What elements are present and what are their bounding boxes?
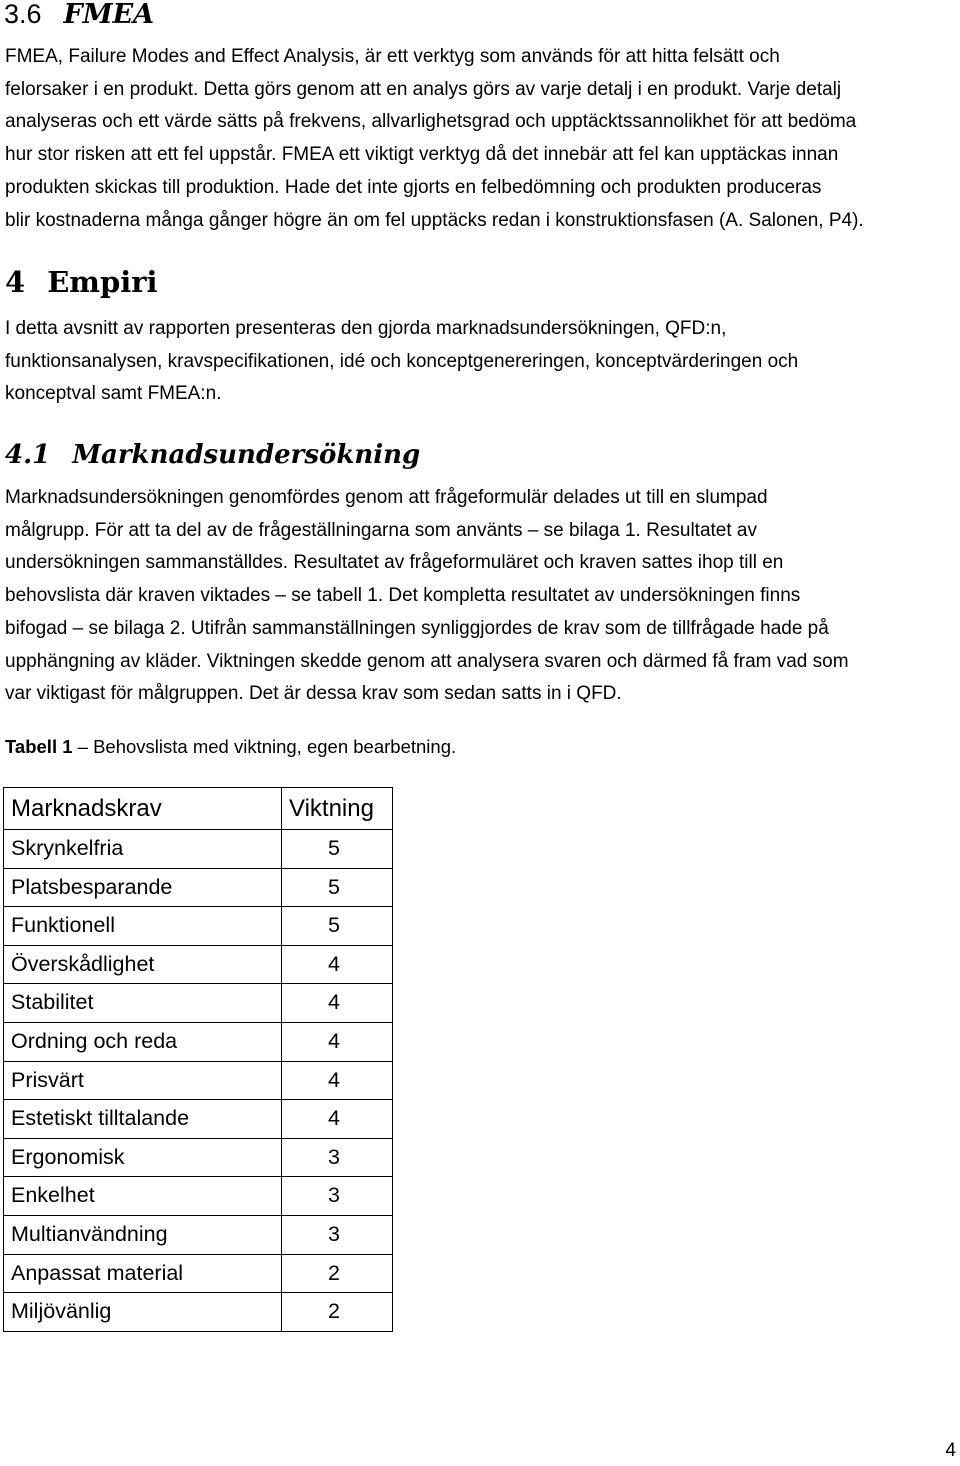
paragraph-marknadsundersokning [5,482,849,711]
requirement-cell: Prisvärt [4,1061,282,1100]
text-line: hur stor risken att ett fel uppstår. FMEA ett viktigt verktyg då det innebär att fel kan upptäckas innan [5,144,839,166]
text-line: var viktigast för målgruppen. Det är dessa krav som sedan satts in i QFD. [5,683,622,705]
text-line: konceptval samt FMEA:n. [5,383,222,405]
heading-empiri-title: Empiri [47,265,158,299]
text-line: felorsaker i en produkt. Detta görs genom att en analys görs av varje detalj i en produkt. Varje detalj [5,78,842,100]
heading-empiri [5,262,158,302]
requirement-cell: Estetiskt tilltalande [4,1100,282,1139]
requirement-cell: Stabilitet [4,984,282,1023]
weight-cell: 2 [282,1293,393,1332]
requirement-cell: Miljövänlig [4,1293,282,1332]
weight-cell: 2 [282,1254,393,1293]
weight-cell: 5 [282,907,393,946]
requirement-cell: Platsbesparande [4,868,282,907]
header-viktning: Viktning [282,788,393,830]
table-row [4,868,393,907]
heading-fmea-number: 3.6 [4,0,42,29]
weight-cell: 4 [282,945,393,984]
text-line: behovslista där kraven viktades – se tabell 1. Det kompletta resultatet av undersökningen finns [5,585,801,607]
text-line: undersökningen sammanställdes. Resultatet av frågeformuläret och kraven sattes ihop till en [5,552,784,574]
needs-table [3,787,393,1332]
text-line: bifogad – se bilaga 2. Utifrån sammanställningen synliggjordes de krav som de tillfrågade hade på [5,617,829,639]
weight-cell: 4 [282,1061,393,1100]
table-caption-label: Tabell 1 [5,736,73,757]
paragraph-empiri [5,313,798,411]
requirement-cell: Enkelhet [4,1177,282,1216]
requirement-cell: Överskådlighet [4,945,282,984]
heading-fmea [4,0,154,33]
table-header-row [4,788,393,830]
text-line: produkten skickas till produktion. Hade det inte gjorts en felbedömning och produkten produceras [5,176,822,198]
weight-cell: 4 [282,984,393,1023]
weight-cell: 4 [282,1100,393,1139]
table-row [4,1100,393,1139]
requirement-cell: Skrynkelfria [4,830,282,869]
weight-cell: 3 [282,1138,393,1177]
heading-marknadsundersokning [5,436,420,474]
text-line: målgrupp. För att ta del av de frågeställningarna som använts – se bilaga 1. Resultatet av [5,519,757,541]
weight-cell: 4 [282,1022,393,1061]
weight-cell: 5 [282,868,393,907]
requirement-cell: Anpassat material [4,1254,282,1293]
table-row [4,1254,393,1293]
weight-cell: 3 [282,1177,393,1216]
table-row [4,1022,393,1061]
heading-mark-title: Marknadsundersökning [72,440,421,470]
text-line: analyseras och ett värde sätts på frekvens, allvarlighetsgrad och upptäcktssannolikhet för att bedöma [5,111,857,133]
requirement-cell: Multianvändning [4,1215,282,1254]
text-line: Marknadsundersökningen genomfördes genom att frågeformulär delades ut till en slumpad [5,487,768,508]
table-row [4,1215,393,1254]
header-marknadskrav: Marknadskrav [4,788,282,830]
table-row [4,907,393,946]
heading-fmea-title: FMEA [63,0,155,30]
weight-cell: 5 [282,830,393,869]
text-line: funktionsanalysen, kravspecifikationen, idé och konceptgenereringen, konceptvärderingen och [5,350,799,372]
weight-cell: 3 [282,1215,393,1254]
text-line: I detta avsnitt av rapporten presenteras den gjorda marknadsundersökningen, QFD:n, [5,318,727,339]
text-line: FMEA, Failure Modes and Effect Analysis, är ett verktyg som används för att hitta felsätt och [5,46,780,67]
requirement-cell: Ergonomisk [4,1138,282,1177]
table-caption [5,733,456,761]
table-row [4,984,393,1023]
table-row [4,1061,393,1100]
table-row [4,1293,393,1332]
table-row [4,1138,393,1177]
requirement-cell: Funktionell [4,907,282,946]
heading-empiri-number: 4 [5,265,26,299]
text-line: upphängning av kläder. Viktningen skedde genom att analysera svaren och därmed få fram vad som [5,650,849,672]
paragraph-fmea [5,41,864,237]
table-row [4,945,393,984]
text-line: blir kostnaderna många gånger högre än om fel upptäcks redan i konstruktionsfasen (A. Salonen, P4). [5,209,864,231]
table-row [4,1177,393,1216]
table-caption-text: – Behovslista med viktning, egen bearbetning. [72,736,457,757]
requirement-cell: Ordning och reda [4,1022,282,1061]
heading-mark-number: 4.1 [5,440,51,470]
page-number: 4 [945,1440,956,1461]
table-row [4,830,393,869]
